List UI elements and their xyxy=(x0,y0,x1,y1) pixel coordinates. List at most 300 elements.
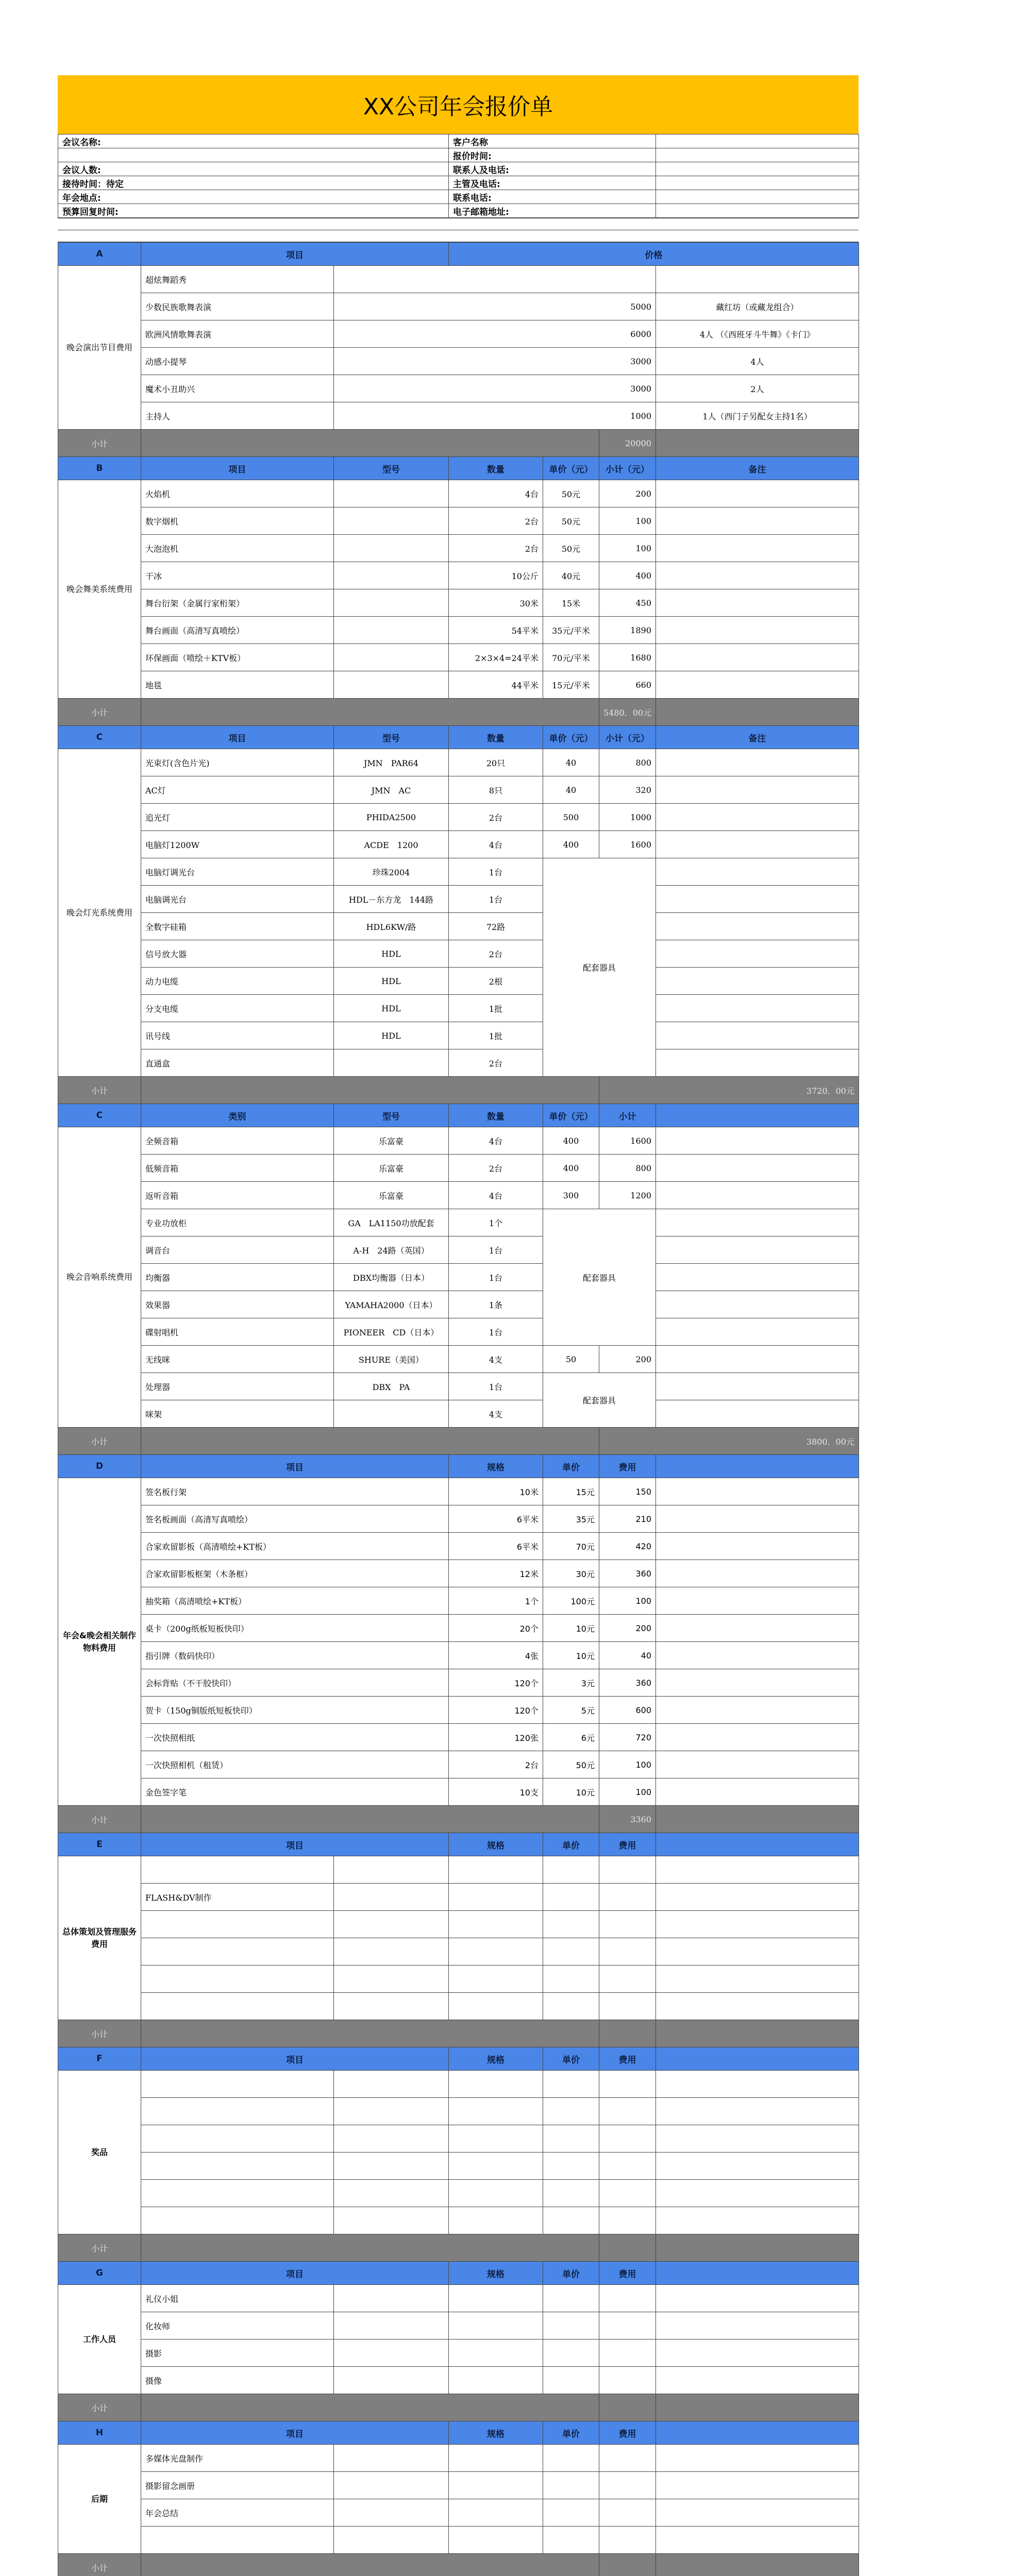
item-unit-price: 300 xyxy=(543,1182,599,1209)
cell xyxy=(334,2153,449,2180)
info-field-label: 联系人及电话: xyxy=(449,162,656,176)
cell xyxy=(599,2020,656,2047)
item-note: 1人（西门子另配女主持1名） xyxy=(656,402,859,430)
cell xyxy=(599,1993,656,2020)
item-unit-price: 15元/平米 xyxy=(543,671,599,699)
column-header: 单价（元） xyxy=(543,1104,599,1127)
column-header: 项目 xyxy=(141,1455,449,1478)
item-name: 低频音箱 xyxy=(141,1155,334,1182)
subtotal-label: 小计 xyxy=(58,2554,141,2576)
cell xyxy=(334,1965,449,1993)
section-letter: A xyxy=(58,243,141,266)
cell xyxy=(656,2340,859,2367)
list-item xyxy=(58,1911,859,1938)
item-price: 3000 xyxy=(334,348,656,375)
item-fee: 210 xyxy=(599,1505,656,1533)
cell xyxy=(656,1993,859,2020)
item-model: JMN PAR64 xyxy=(334,749,449,776)
list-item xyxy=(58,1318,859,1346)
column-header: 项目 xyxy=(141,1833,449,1856)
list-item xyxy=(58,2340,859,2367)
item-model: YAMAHA2000（日本） xyxy=(334,1291,449,1318)
item-name xyxy=(141,1911,334,1938)
item-note xyxy=(656,1127,859,1155)
item-qty: 1台 xyxy=(449,886,543,913)
cell xyxy=(543,2153,599,2180)
cell xyxy=(449,2499,543,2527)
item-note xyxy=(656,1669,859,1697)
list-item xyxy=(58,1049,859,1077)
item-unit-price: 50 xyxy=(543,1346,599,1373)
item-note xyxy=(656,1318,859,1346)
column-header: 单价 xyxy=(543,1455,599,1478)
cell xyxy=(599,2527,656,2554)
item-name: 签名板画面（高清写真喷绘） xyxy=(141,1505,449,1533)
cell xyxy=(334,2472,449,2499)
item-spec: 120个 xyxy=(449,1669,543,1697)
column-header: 型号 xyxy=(334,1104,449,1127)
info-row xyxy=(58,134,859,148)
item-subtotal: 1890 xyxy=(599,617,656,644)
list-item xyxy=(58,2312,859,2340)
list-item xyxy=(58,1615,859,1642)
item-model xyxy=(334,589,449,617)
item-subtotal: 1000 xyxy=(599,804,656,831)
item-note xyxy=(656,1778,859,1806)
list-item xyxy=(58,749,859,776)
item-qty: 10公斤 xyxy=(449,562,543,589)
item-name: 摄影 xyxy=(141,2340,334,2367)
list-item xyxy=(58,1587,859,1615)
item-name: 动力电缆 xyxy=(141,968,334,995)
item-note xyxy=(656,644,859,671)
item-name xyxy=(141,2207,334,2234)
item-subtotal: 800 xyxy=(599,749,656,776)
cell xyxy=(334,1856,449,1884)
item-qty: 1条 xyxy=(449,1291,543,1318)
list-item xyxy=(58,1236,859,1264)
item-name: 一次快照相机（租赁） xyxy=(141,1751,449,1778)
cell xyxy=(656,2153,859,2180)
item-name: 合家欢留影板（高清喷绘+KT板） xyxy=(141,1533,449,1560)
item-qty: 4台 xyxy=(449,480,543,507)
subtotal-label: 小计 xyxy=(58,430,141,457)
info-field-label: 报价时间: xyxy=(449,148,656,162)
item-name xyxy=(141,1856,334,1884)
cell xyxy=(543,1993,599,2020)
list-item xyxy=(58,2125,859,2153)
cell xyxy=(449,2285,543,2312)
item-fee: 200 xyxy=(599,1615,656,1642)
list-item xyxy=(58,320,859,348)
item-name: 追光灯 xyxy=(141,804,334,831)
item-note xyxy=(656,507,859,535)
item-unit-price: 50元 xyxy=(543,535,599,562)
subtotal-row xyxy=(58,430,859,457)
section-letter: C xyxy=(58,726,141,749)
item-qty: 4支 xyxy=(449,1346,543,1373)
item-note xyxy=(656,617,859,644)
subtotal-row xyxy=(58,1806,859,1833)
item-spec: 6平米 xyxy=(449,1533,543,1560)
cell xyxy=(656,2020,859,2047)
column-header: 项目 xyxy=(141,243,449,266)
info-row xyxy=(58,204,859,218)
list-item xyxy=(58,2180,859,2207)
item-name: 全频音箱 xyxy=(141,1127,334,1155)
section-letter: G xyxy=(58,2262,141,2285)
item-name: 年会总结 xyxy=(141,2499,334,2527)
info-value xyxy=(656,162,859,176)
item-fee: 150 xyxy=(599,1478,656,1505)
item-name xyxy=(141,2153,334,2180)
item-note xyxy=(656,913,859,940)
item-model: HDL6KW/路 xyxy=(334,913,449,940)
cell xyxy=(141,2554,599,2576)
item-name: 多媒体光盘制作 xyxy=(141,2445,334,2472)
item-name: 效果器 xyxy=(141,1291,334,1318)
item-name: 光束灯(含色片光) xyxy=(141,749,334,776)
item-name: 无线咪 xyxy=(141,1346,334,1373)
info-label: 年会地点: xyxy=(58,190,449,204)
subtotal-row xyxy=(58,1428,859,1455)
subtotal-label: 小计 xyxy=(58,2020,141,2047)
cell xyxy=(334,2285,449,2312)
item-qty: 2台 xyxy=(449,804,543,831)
item-note xyxy=(656,1264,859,1291)
info-value xyxy=(656,134,859,148)
item-note xyxy=(656,1049,859,1077)
item-name xyxy=(141,1965,334,1993)
list-item xyxy=(58,2098,859,2125)
cell xyxy=(599,2445,656,2472)
item-subtotal: 1600 xyxy=(599,1127,656,1155)
item-subtotal: 400 xyxy=(599,562,656,589)
list-item xyxy=(58,913,859,940)
section-letter: F xyxy=(58,2047,141,2071)
cell xyxy=(656,699,859,726)
info-value xyxy=(656,148,859,162)
cell xyxy=(543,2499,599,2527)
item-name: 电脑调光台 xyxy=(141,886,334,913)
cell xyxy=(656,2207,859,2234)
item-name: 火焰机 xyxy=(141,480,334,507)
column-header: 规格 xyxy=(449,1455,543,1478)
info-row xyxy=(58,176,859,190)
section-letter: H xyxy=(58,2421,141,2445)
cell xyxy=(449,2312,543,2340)
item-name: 环保画面（喷绘＋KTV板） xyxy=(141,644,334,671)
cell xyxy=(543,2125,599,2153)
item-qty: 72路 xyxy=(449,913,543,940)
item-spec: 120张 xyxy=(449,1724,543,1751)
cell xyxy=(543,2445,599,2472)
item-note xyxy=(656,1400,859,1428)
item-note xyxy=(656,886,859,913)
item-qty: 4台 xyxy=(449,1127,543,1155)
subtotal-value: 3360 xyxy=(599,1806,656,1833)
cell xyxy=(334,2125,449,2153)
item-qty: 54平米 xyxy=(449,617,543,644)
category-label: 年会&晚会相关制作物料费用 xyxy=(58,1478,141,1806)
cell xyxy=(599,1911,656,1938)
item-unit-price: 10元 xyxy=(543,1615,599,1642)
column-header: 备注 xyxy=(656,726,859,749)
item-name: 魔术小丑助兴 xyxy=(141,375,334,402)
section-header xyxy=(58,243,859,266)
item-note xyxy=(656,1697,859,1724)
cell xyxy=(334,1938,449,1965)
item-qty: 4支 xyxy=(449,1400,543,1428)
cell xyxy=(449,2153,543,2180)
quotation-sheet xyxy=(58,75,859,2576)
item-note xyxy=(656,1022,859,1049)
item-note xyxy=(656,480,859,507)
item-note xyxy=(656,671,859,699)
cell xyxy=(141,1428,599,1455)
column-header: 规格 xyxy=(449,1833,543,1856)
item-unit-price: 400 xyxy=(543,1127,599,1155)
list-item xyxy=(58,348,859,375)
section-header xyxy=(58,457,859,480)
list-item xyxy=(58,804,859,831)
cell xyxy=(543,2527,599,2554)
list-item xyxy=(58,886,859,913)
section-header xyxy=(58,1455,859,1478)
cell xyxy=(449,1856,543,1884)
item-price: 3000 xyxy=(334,375,656,402)
list-item xyxy=(58,995,859,1022)
column-header xyxy=(656,1455,859,1478)
cell xyxy=(656,2180,859,2207)
subtotal-label: 小计 xyxy=(58,699,141,726)
column-header: 费用 xyxy=(599,1455,656,1478)
category-label: 工作人员 xyxy=(58,2285,141,2394)
column-header: 单价（元） xyxy=(543,726,599,749)
subtotal-value: 3800．00元 xyxy=(599,1428,859,1455)
item-name: 舞台衍架（金属行家桁架） xyxy=(141,589,334,617)
item-note xyxy=(656,940,859,968)
item-subtotal: 100 xyxy=(599,507,656,535)
item-spec: 6平米 xyxy=(449,1505,543,1533)
item-note xyxy=(656,1533,859,1560)
list-item xyxy=(58,1993,859,2020)
item-note: 4人 xyxy=(656,348,859,375)
item-fee: 360 xyxy=(599,1560,656,1587)
cell xyxy=(543,2312,599,2340)
cell xyxy=(449,2180,543,2207)
item-qty: 4台 xyxy=(449,831,543,858)
cell xyxy=(543,2340,599,2367)
item-subtotal: 1200 xyxy=(599,1182,656,1209)
column-header: 费用 xyxy=(599,1833,656,1856)
item-name: 会标背贴（不干胶快印） xyxy=(141,1669,449,1697)
column-header: 项目 xyxy=(141,457,334,480)
item-model: JMN AC xyxy=(334,776,449,804)
item-name: 礼仪小姐 xyxy=(141,2285,334,2312)
item-note xyxy=(656,266,859,293)
item-qty: 1台 xyxy=(449,1318,543,1346)
list-item xyxy=(58,1346,859,1373)
item-unit-price: 35元 xyxy=(543,1505,599,1533)
item-unit-price: 6元 xyxy=(543,1724,599,1751)
column-header xyxy=(656,2421,859,2445)
item-spec: 10米 xyxy=(449,1478,543,1505)
cell xyxy=(449,2207,543,2234)
item-name: 超炫舞蹈秀 xyxy=(141,266,334,293)
cell xyxy=(656,1884,859,1911)
list-item xyxy=(58,507,859,535)
column-header: 规格 xyxy=(449,2421,543,2445)
subtotal-label: 小计 xyxy=(58,1806,141,1833)
item-note xyxy=(656,1236,859,1264)
column-header: 项目 xyxy=(141,726,334,749)
item-name xyxy=(141,2098,334,2125)
item-unit-price: 400 xyxy=(543,831,599,858)
list-item xyxy=(58,1669,859,1697)
subtotal-label: 小计 xyxy=(58,2394,141,2421)
item-qty: 1台 xyxy=(449,1373,543,1400)
item-name: 指引牌（数码快印） xyxy=(141,1642,449,1669)
category-label: 奖品 xyxy=(58,2071,141,2234)
category-label: 晚会舞美系统费用 xyxy=(58,480,141,699)
subtotal-label: 小计 xyxy=(58,1428,141,1455)
item-name: 摄影留念画册 xyxy=(141,2472,334,2499)
cell xyxy=(656,2527,859,2554)
item-model: PIONEER CD（日本） xyxy=(334,1318,449,1346)
item-note xyxy=(656,1291,859,1318)
item-model: A-H 24路（英国） xyxy=(334,1236,449,1264)
cell xyxy=(141,430,599,457)
item-name: 咪架 xyxy=(141,1400,334,1428)
cell xyxy=(543,2071,599,2098)
cell xyxy=(334,2098,449,2125)
section-header xyxy=(58,1104,859,1127)
cell xyxy=(334,2499,449,2527)
cell xyxy=(334,2445,449,2472)
list-item xyxy=(58,375,859,402)
list-item xyxy=(58,2445,859,2472)
info-row xyxy=(58,148,859,162)
column-header xyxy=(656,2262,859,2285)
column-header: 数量 xyxy=(449,726,543,749)
item-price xyxy=(334,266,656,293)
cell xyxy=(449,2071,543,2098)
gap-table xyxy=(58,218,859,242)
list-item xyxy=(58,1642,859,1669)
cell xyxy=(449,2527,543,2554)
item-name: 分支电缆 xyxy=(141,995,334,1022)
item-model: PHIDA2500 xyxy=(334,804,449,831)
list-item xyxy=(58,1965,859,1993)
item-name: 专业功放柜 xyxy=(141,1209,334,1236)
list-item xyxy=(58,968,859,995)
list-item xyxy=(58,2285,859,2312)
cell xyxy=(141,2020,599,2047)
cell xyxy=(656,2472,859,2499)
list-item xyxy=(58,2499,859,2527)
list-item xyxy=(58,2153,859,2180)
item-spec: 4张 xyxy=(449,1642,543,1669)
column-header: 单价 xyxy=(543,1833,599,1856)
list-item xyxy=(58,1778,859,1806)
info-field-label: 电子邮箱地址: xyxy=(449,204,656,218)
subtotal-row xyxy=(58,2554,859,2576)
list-item xyxy=(58,480,859,507)
item-qty: 1个 xyxy=(449,1209,543,1236)
item-spec: 12米 xyxy=(449,1560,543,1587)
list-item xyxy=(58,1533,859,1560)
item-name: 欧洲风情歌舞表演 xyxy=(141,320,334,348)
column-header xyxy=(656,1833,859,1856)
list-item xyxy=(58,1400,859,1428)
subtotal-label: 小计 xyxy=(58,1077,141,1104)
column-header: 规格 xyxy=(449,2047,543,2071)
item-model xyxy=(334,480,449,507)
cell xyxy=(334,1911,449,1938)
item-model xyxy=(334,507,449,535)
cell xyxy=(543,2367,599,2394)
item-model xyxy=(334,562,449,589)
item-name: FLASH&DV制作 xyxy=(141,1884,334,1911)
item-name: 电脑灯调光台 xyxy=(141,858,334,886)
merged-note: 配套器具 xyxy=(543,858,656,1077)
list-item xyxy=(58,266,859,293)
cell xyxy=(141,2394,599,2421)
list-item xyxy=(58,831,859,858)
cell xyxy=(334,1884,449,1911)
cell xyxy=(543,2180,599,2207)
item-subtotal: 800 xyxy=(599,1155,656,1182)
cell xyxy=(449,2340,543,2367)
cell xyxy=(543,1965,599,1993)
item-fee: 100 xyxy=(599,1587,656,1615)
cell xyxy=(656,2394,859,2421)
item-fee: 720 xyxy=(599,1724,656,1751)
item-fee: 360 xyxy=(599,1669,656,1697)
list-item xyxy=(58,1751,859,1778)
cell xyxy=(141,1077,599,1104)
list-item xyxy=(58,644,859,671)
info-label: 预算回复时间: xyxy=(58,204,449,218)
item-note xyxy=(656,1505,859,1533)
cell xyxy=(656,1911,859,1938)
subtotal-row xyxy=(58,699,859,726)
item-qty: 8只 xyxy=(449,776,543,804)
section-header xyxy=(58,2047,859,2071)
subtotal-value: 20000 xyxy=(599,430,656,457)
section-letter: E xyxy=(58,1833,141,1856)
list-item xyxy=(58,2071,859,2098)
cell xyxy=(543,1938,599,1965)
item-note xyxy=(656,776,859,804)
section-header xyxy=(58,2262,859,2285)
item-qty: 1台 xyxy=(449,1236,543,1264)
info-field-label: 主管及电话: xyxy=(449,176,656,190)
list-item xyxy=(58,1856,859,1884)
item-unit-price: 40元 xyxy=(543,562,599,589)
cell xyxy=(599,2153,656,2180)
item-name: 桌卡（200g纸板短板快印） xyxy=(141,1615,449,1642)
cell xyxy=(599,2340,656,2367)
cell xyxy=(141,699,599,726)
section-header xyxy=(58,2421,859,2445)
item-model xyxy=(334,1400,449,1428)
cell xyxy=(449,2367,543,2394)
cell xyxy=(656,2367,859,2394)
item-note xyxy=(656,1182,859,1209)
cell xyxy=(449,1965,543,1993)
